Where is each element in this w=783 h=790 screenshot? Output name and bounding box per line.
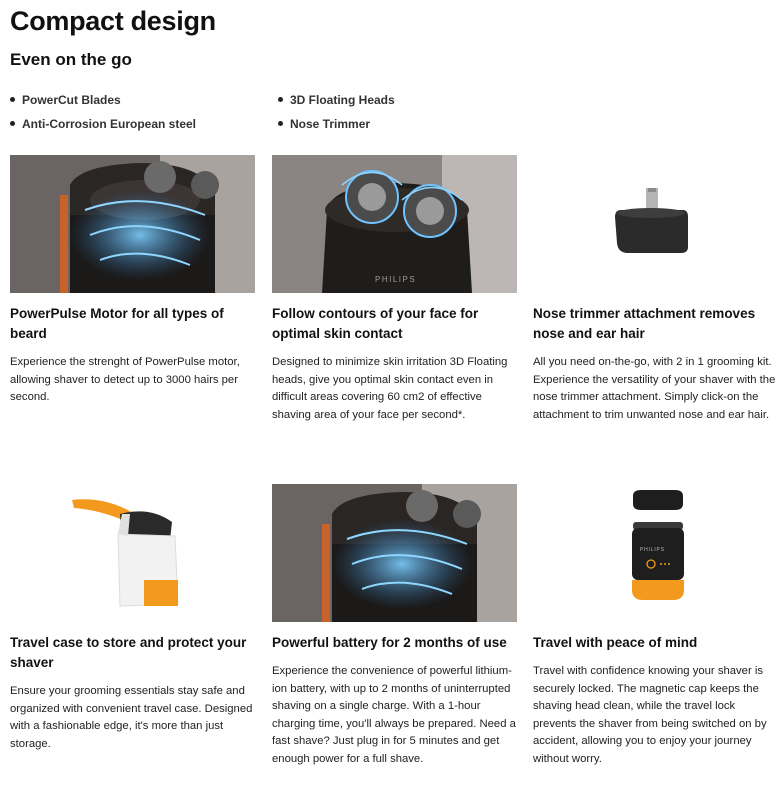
travel-case-image	[10, 484, 255, 622]
feature-card-nose-trimmer	[533, 155, 778, 424]
page-title: Compact design	[10, 6, 216, 36]
card-title: Powerful battery for 2 months of use	[272, 635, 507, 650]
shaver-with-cap-illustration	[533, 484, 778, 622]
feature-item: 3D Floating Heads	[278, 92, 395, 116]
feature-card-travel-lock	[533, 484, 778, 768]
motor-image	[10, 155, 255, 293]
page-subtitle: Even on the go	[10, 50, 132, 69]
card-title: Follow contours of your face for optimal skin contact	[272, 306, 479, 341]
feature-card-travel-case	[10, 484, 255, 753]
shaver-battery-illustration	[272, 484, 517, 622]
feature-card-contours	[272, 155, 517, 424]
feature-item: Anti-Corrosion European steel	[10, 116, 196, 140]
floating-heads-image	[272, 155, 517, 293]
brand-logo-text: PHILIPS	[640, 547, 665, 553]
nose-trimmer-image	[533, 155, 778, 293]
feature-card-battery	[272, 484, 517, 768]
card-title: Nose trimmer attachment removes nose and ear hair	[533, 306, 756, 341]
shaver-motor-illustration	[10, 155, 255, 293]
travel-case-illustration	[10, 484, 255, 622]
feature-item: PowerCut Blades	[10, 92, 196, 116]
travel-lock-image	[533, 484, 778, 622]
card-description: Experience the strenght of PowerPulse motor, allowing shaver to detect up to 3000 hairs per second.	[10, 356, 240, 403]
card-title: Travel case to store and protect your shaver	[10, 635, 247, 670]
card-description: Travel with confidence knowing your shaver is securely locked. The magnetic cap keeps the shaving head clean, while the travel lock prevents the shaver from being switched on by accident, allowing you to enjoy your journey without worry.	[533, 665, 767, 765]
card-description: All you need on-the-go, with 2 in 1 grooming kit. Experience the versatility of your shaver with the nose trimmer attachment. Simply click-on the attachment to trim unwanted nose and ear hair.	[533, 356, 776, 421]
floating-heads-illustration	[272, 155, 517, 293]
card-description: Experience the convenience of powerful lithium-ion battery, with up to 2 months of uninterrupted shaving on a single charge. With a 1-hour charging time, you'll always be prepared. Need a fast shave? Just plug in for 5 minutes and get enough power for a full shave.	[272, 665, 516, 765]
feature-card-motor	[10, 155, 255, 407]
nose-trimmer-illustration	[533, 155, 778, 293]
feature-list-left	[10, 92, 196, 140]
card-description: Ensure your grooming essentials stay safe and organized with convenient travel case. Designed with a fashionable edge, it's more than just storage.	[10, 685, 253, 750]
battery-image	[272, 484, 517, 622]
card-title: PowerPulse Motor for all types of beard	[10, 306, 224, 341]
card-title: Travel with peace of mind	[533, 635, 698, 650]
feature-item: Nose Trimmer	[278, 116, 395, 140]
card-description: Designed to minimize skin irritation 3D Floating heads, give you optimal skin contact even in difficult areas covering 60 cm2 of effective shaving area of your face per second*.	[272, 356, 508, 421]
brand-logo-text: PHILIPS	[375, 275, 417, 284]
feature-list-right	[278, 92, 395, 140]
